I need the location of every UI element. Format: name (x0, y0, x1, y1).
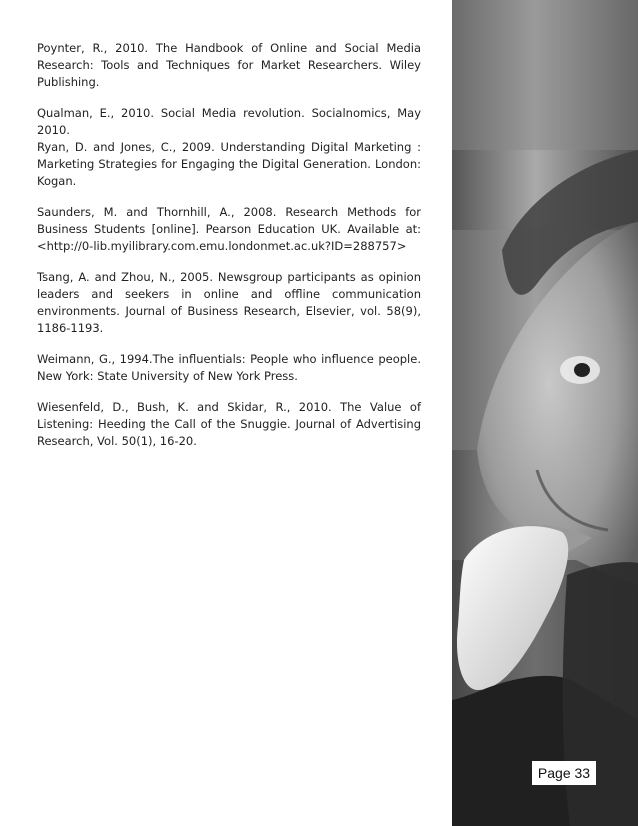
reference-text: Qualman, E., 2010. Social Media revolution. Socialnomics, May 2010. (37, 106, 421, 137)
reference-text: Tsang, A. and Zhou, N., 2005. Newsgroup participants as opinion leaders and seekers in online and offline communication environments. Journal of Business Research, Elsevier, vol. 58(9), 1186-1193. (37, 270, 421, 335)
page-number-label: Page 33 (532, 761, 596, 785)
reference-text: Weimann, G., 1994.The influentials: People who influence people. New York: State University of New York Press. (37, 352, 421, 383)
child-photo (452, 0, 638, 826)
reference-text: Ryan, D. and Jones, C., 2009. Understanding Digital Marketing : Marketing Strategies for Engaging the Digital Generation. London: Kogan. (37, 140, 421, 188)
reference-entry (37, 269, 421, 337)
reference-text: Wiesenfeld, D., Bush, K. and Skidar, R., 2010. The Value of Listening: Heeding the Call of the Snuggie. Journal of Advertising Research, Vol. 50(1), 16-20. (37, 400, 421, 448)
reference-entry (37, 351, 421, 385)
child-photo-illustration (452, 0, 638, 826)
reference-entry (37, 105, 421, 190)
references-list (37, 40, 421, 464)
reference-text: Poynter, R., 2010. The Handbook of Online and Social Media Research: Tools and Techniques for Market Researchers. Wiley Publishing. (37, 41, 421, 89)
reference-text: Saunders, M. and Thornhill, A., 2008. Research Methods for Business Students [online]. Pearson Education UK. Available at:<http://0-lib.myilibrary.com.emu.londonmet.ac.uk?ID=288757> (37, 205, 421, 253)
reference-entry (37, 399, 421, 450)
reference-entry (37, 40, 421, 91)
reference-entry (37, 204, 421, 255)
